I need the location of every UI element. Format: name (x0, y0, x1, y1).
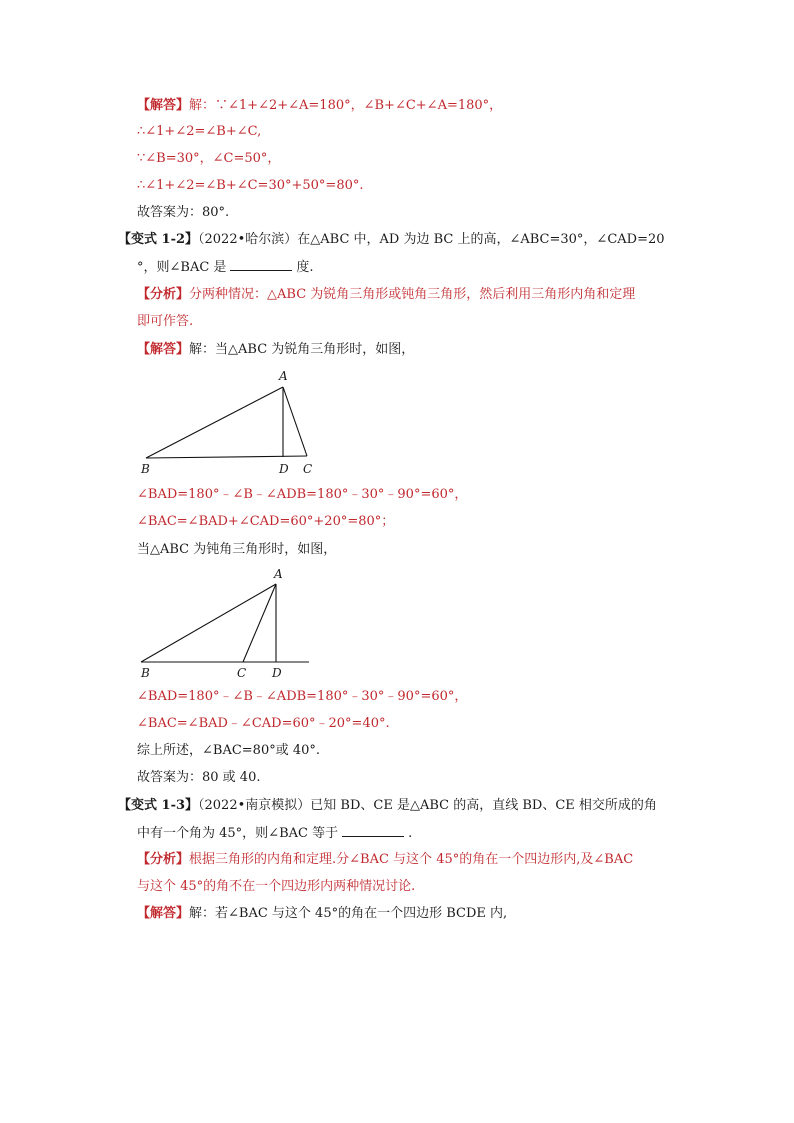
label-b: B (141, 462, 150, 476)
calc-conclusion: 故答案为：80 或 40. (137, 770, 261, 785)
label-d: D (279, 462, 289, 476)
variant-1-2-question-line-2 (137, 257, 314, 278)
solution-line-1 (137, 904, 507, 924)
analysis-line-2: 与这个 45°的角不在一个四边形内两种情况讨论. (137, 879, 416, 894)
calc-line-1: ∠BAD=180°﹣∠B﹣∠ADB=180°﹣30°﹣90°=60°， (137, 487, 468, 502)
calc-line-3: 当△ABC 为钝角三角形时，如图， (137, 542, 337, 557)
answer-tag: 【解答】 (137, 98, 190, 113)
solution-text: 解：当△ABC 为锐角三角形时，如图， (189, 342, 415, 357)
label-a: A (279, 369, 288, 383)
answer-line-4: ∴∠1+∠2=∠B+∠C=30°+50°=80°. (137, 178, 364, 193)
answer-blank (342, 823, 404, 837)
question-text-cont: 中有一个角为 45°，则∠BAC 等于 (137, 826, 339, 841)
question-text-end: 度. (296, 260, 314, 275)
calc-summary: 综上所述，∠BAC=80°或 40°. (137, 743, 321, 758)
figure-acute-triangle (135, 365, 325, 480)
variant-tag: 【变式 1-3】 (118, 798, 199, 813)
answer-line-2: ∴∠1+∠2=∠B+∠C, (137, 124, 262, 139)
solution-line-1 (137, 340, 414, 360)
label-c: C (303, 462, 313, 476)
answer-blank (230, 257, 292, 271)
analysis-tag: 【分析】 (137, 852, 190, 867)
variant-1-3-question-line-2 (137, 823, 412, 844)
label-c: C (237, 666, 247, 680)
analysis-line-1 (137, 850, 633, 870)
question-text: （2022•哈尔滨）在△ABC 中，AD 为边 BC 上的高，∠ABC=30°，∠CAD=20 (198, 232, 665, 247)
answer-text: 解：∵∠1+∠2+∠A=180°，∠B+∠C+∠A=180°， (189, 98, 503, 113)
calc-line-5: ∠BAC=∠BAD﹣∠CAD=60°﹣20°=40°. (137, 716, 390, 731)
side-ab (141, 584, 276, 662)
solution-tag: 【解答】 (137, 906, 190, 921)
calc-line-2: ∠BAC=∠BAD+∠CAD=60°+20°=80°； (137, 514, 395, 529)
question-text-cont: °，则∠BAC 是 (137, 260, 227, 275)
analysis-tag: 【分析】 (137, 287, 190, 302)
variant-1-2-question-line-1 (118, 230, 665, 250)
answer-line-1 (137, 96, 502, 116)
figure-obtuse-triangle (135, 565, 325, 685)
label-d: D (272, 666, 282, 680)
answer-line-3: ∵∠B=30°，∠C=50°， (137, 151, 281, 166)
analysis-text: 根据三角形的内角和定理.分∠BAC 与这个 45°的角在一个四边形内,及∠BAC (189, 852, 634, 867)
answer-conclusion: 故答案为：80°. (137, 205, 230, 220)
label-b: B (141, 666, 150, 680)
label-a: A (274, 567, 283, 581)
side-ac (283, 387, 307, 456)
analysis-line-2: 即可作答. (137, 314, 194, 329)
solution-tag: 【解答】 (137, 342, 190, 357)
variant-1-3-question-line-1 (118, 796, 657, 816)
variant-tag: 【变式 1-2】 (118, 232, 199, 247)
question-text: （2022•南京模拟）已知 BD、CE 是△ABC 的高，直线 BD、CE 相交所成的角 (198, 798, 657, 813)
analysis-line-1 (137, 285, 635, 305)
side-ab (146, 387, 283, 458)
calc-line-4: ∠BAD=180°﹣∠B﹣∠ADB=180°﹣30°﹣90°=60°， (137, 689, 468, 704)
side-ac (243, 584, 276, 662)
question-text-end: . (408, 826, 413, 841)
analysis-text: 分两种情况：△ABC 为锐角三角形或钝角三角形，然后利用三角形内角和定理 (189, 287, 636, 302)
solution-text: 解：若∠BAC 与这个 45°的角在一个四边形 BCDE 内, (189, 906, 508, 921)
